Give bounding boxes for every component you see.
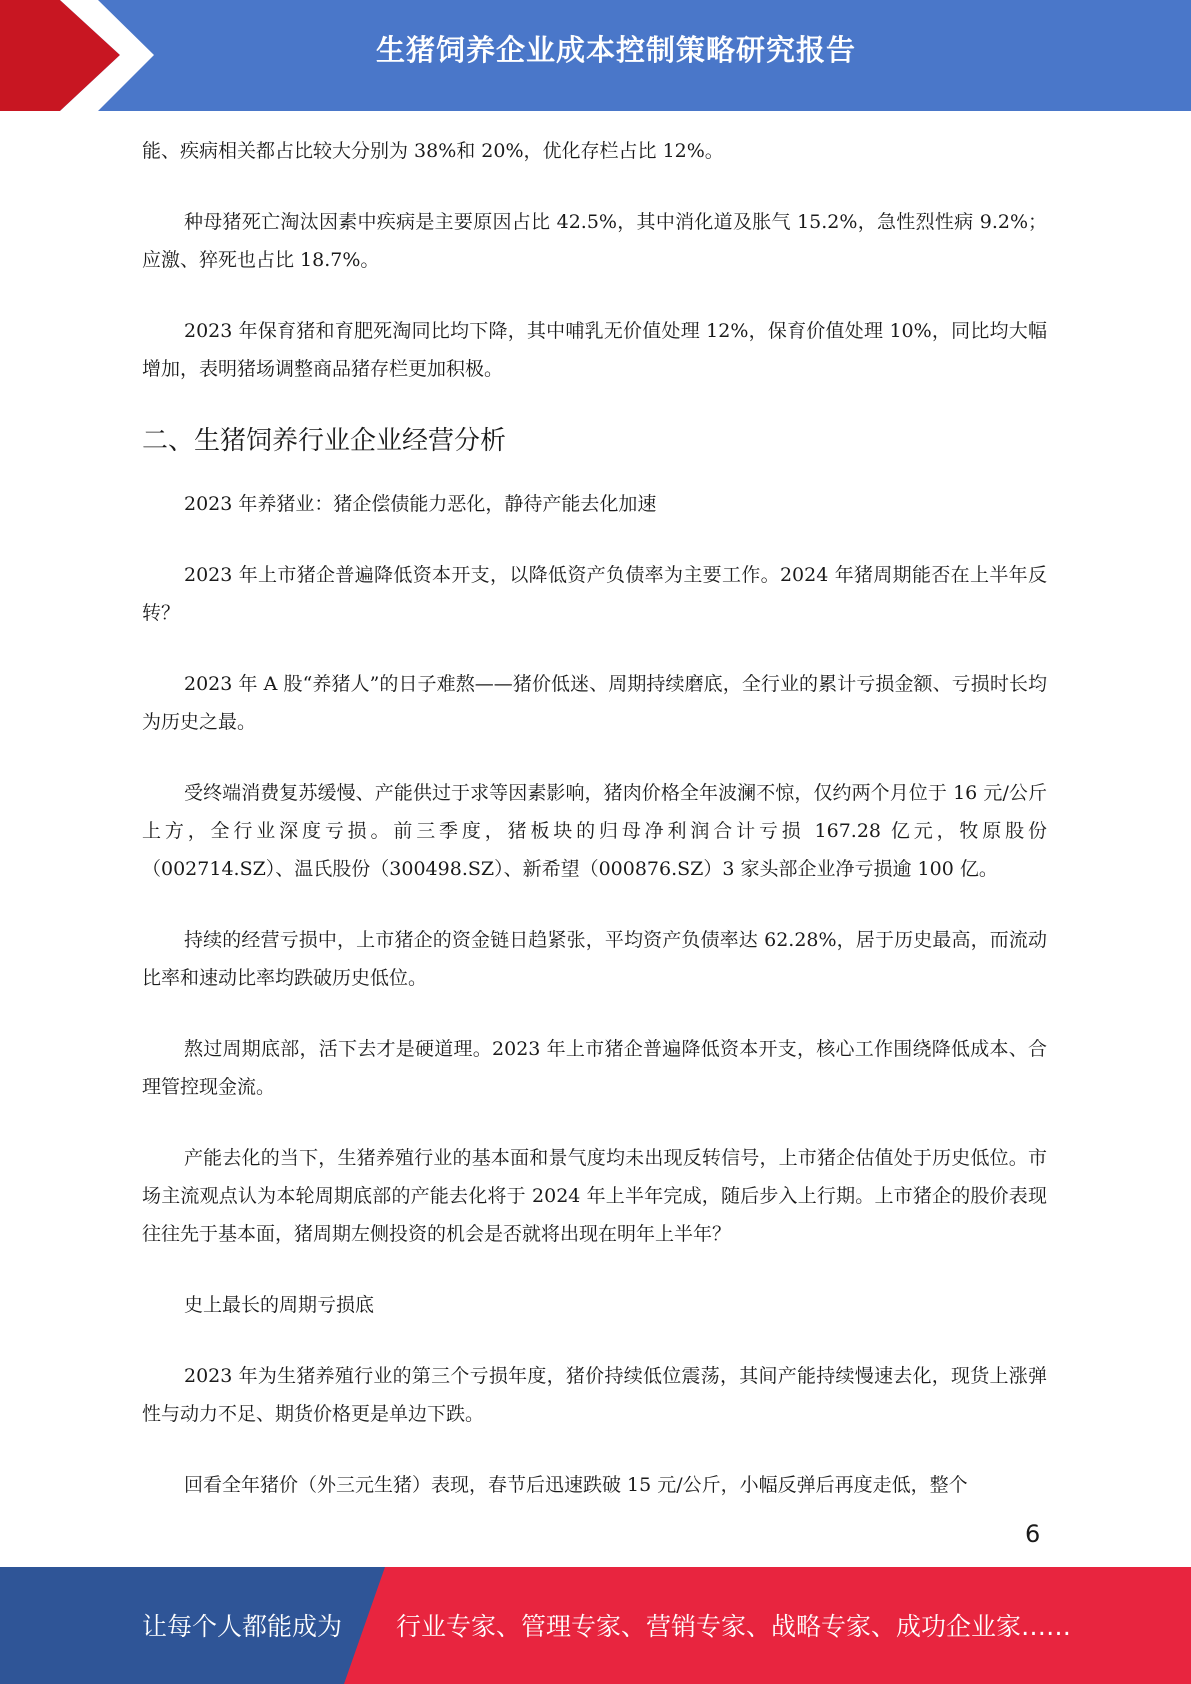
page-body (142, 132, 1047, 1537)
section-heading: 二、生猪饲养行业企业经营分析 (142, 426, 507, 456)
page-footer (0, 1567, 1191, 1684)
page-header (0, 0, 1191, 111)
paragraph: 2023 年为生猪养殖行业的第三个亏损年度，猪价持续低位震荡，其间产能持续慢速去化，现货上涨弹性与动力不足、期货价格更是单边下跌。 (142, 1365, 1047, 1425)
paragraph: 受终端消费复苏缓慢、产能供过于求等因素影响，猪肉价格全年波澜不惊，仅约两个月位于 16 元/公斤上方，全行业深度亏损。前三季度，猪板块的归母净利润合计亏损 167.28 亿元，牧原股份（002714.SZ）、温氏股份（300498.SZ）、新希望（000876.SZ）3 家头部企业净亏损逾 100 亿。 (142, 782, 1047, 880)
paragraph: 2023 年 A 股“养猪人”的日子难熬——猪价低迷、周期持续磨底，全行业的累计亏损金额、亏损时长均为历史之最。 (142, 673, 1047, 733)
page-number: 6 (1025, 1520, 1041, 1548)
footer-slogan-left: 让每个人都能成为 (142, 1612, 343, 1641)
paragraph: 回看全年猪价（外三元生猪）表现，春节后迅速跌破 15 元/公斤，小幅反弹后再度走低，整个 (184, 1474, 968, 1496)
paragraph: 能、疾病相关都占比较大分别为 38%和 20%，优化存栏占比 12%。 (142, 140, 724, 162)
paragraph: 产能去化的当下，生猪养殖行业的基本面和景气度均未出现反转信号，上市猪企估值处于历史低位。市场主流观点认为本轮周期底部的产能去化将于 2024 年上半年完成，随后步入上行期。上市猪企的股价表现往往先于基本面，猪周期左侧投资的机会是否就将出现在明年上半年？ (142, 1147, 1047, 1245)
paragraph: 持续的经营亏损中，上市猪企的资金链日趋紧张，平均资产负债率达 62.28%，居于历史最高，而流动比率和速动比率均跌破历史低位。 (142, 929, 1047, 989)
report-title: 生猪饲养企业成本控制策略研究报告 (375, 33, 856, 67)
paragraph: 2023 年养猪业：猪企偿债能力恶化，静待产能去化加速 (184, 493, 657, 515)
paragraph: 熬过周期底部，活下去才是硬道理。2023 年上市猪企普遍降低资本开支，核心工作围绕降低成本、合理管控现金流。 (142, 1038, 1047, 1098)
subheading-paragraph: 史上最长的周期亏损底 (184, 1294, 375, 1316)
paragraph: 种母猪死亡淘汰因素中疾病是主要原因占比 42.5%，其中消化道及胀气 15.2%，急性烈性病 9.2%；应激、猝死也占比 18.7%。 (142, 211, 1047, 271)
paragraph: 2023 年上市猪企普遍降低资本开支，以降低资产负债率为主要工作。2024 年猪周期能否在上半年反转？ (142, 564, 1047, 624)
footer-slogan-right: 行业专家、管理专家、营销专家、战略专家、成功企业家…… (396, 1612, 1072, 1641)
paragraph: 2023 年保育猪和育肥死淘同比均下降，其中哺乳无价值处理 12%，保育价值处理 10%，同比均大幅增加，表明猪场调整商品猪存栏更加积极。 (142, 320, 1047, 380)
